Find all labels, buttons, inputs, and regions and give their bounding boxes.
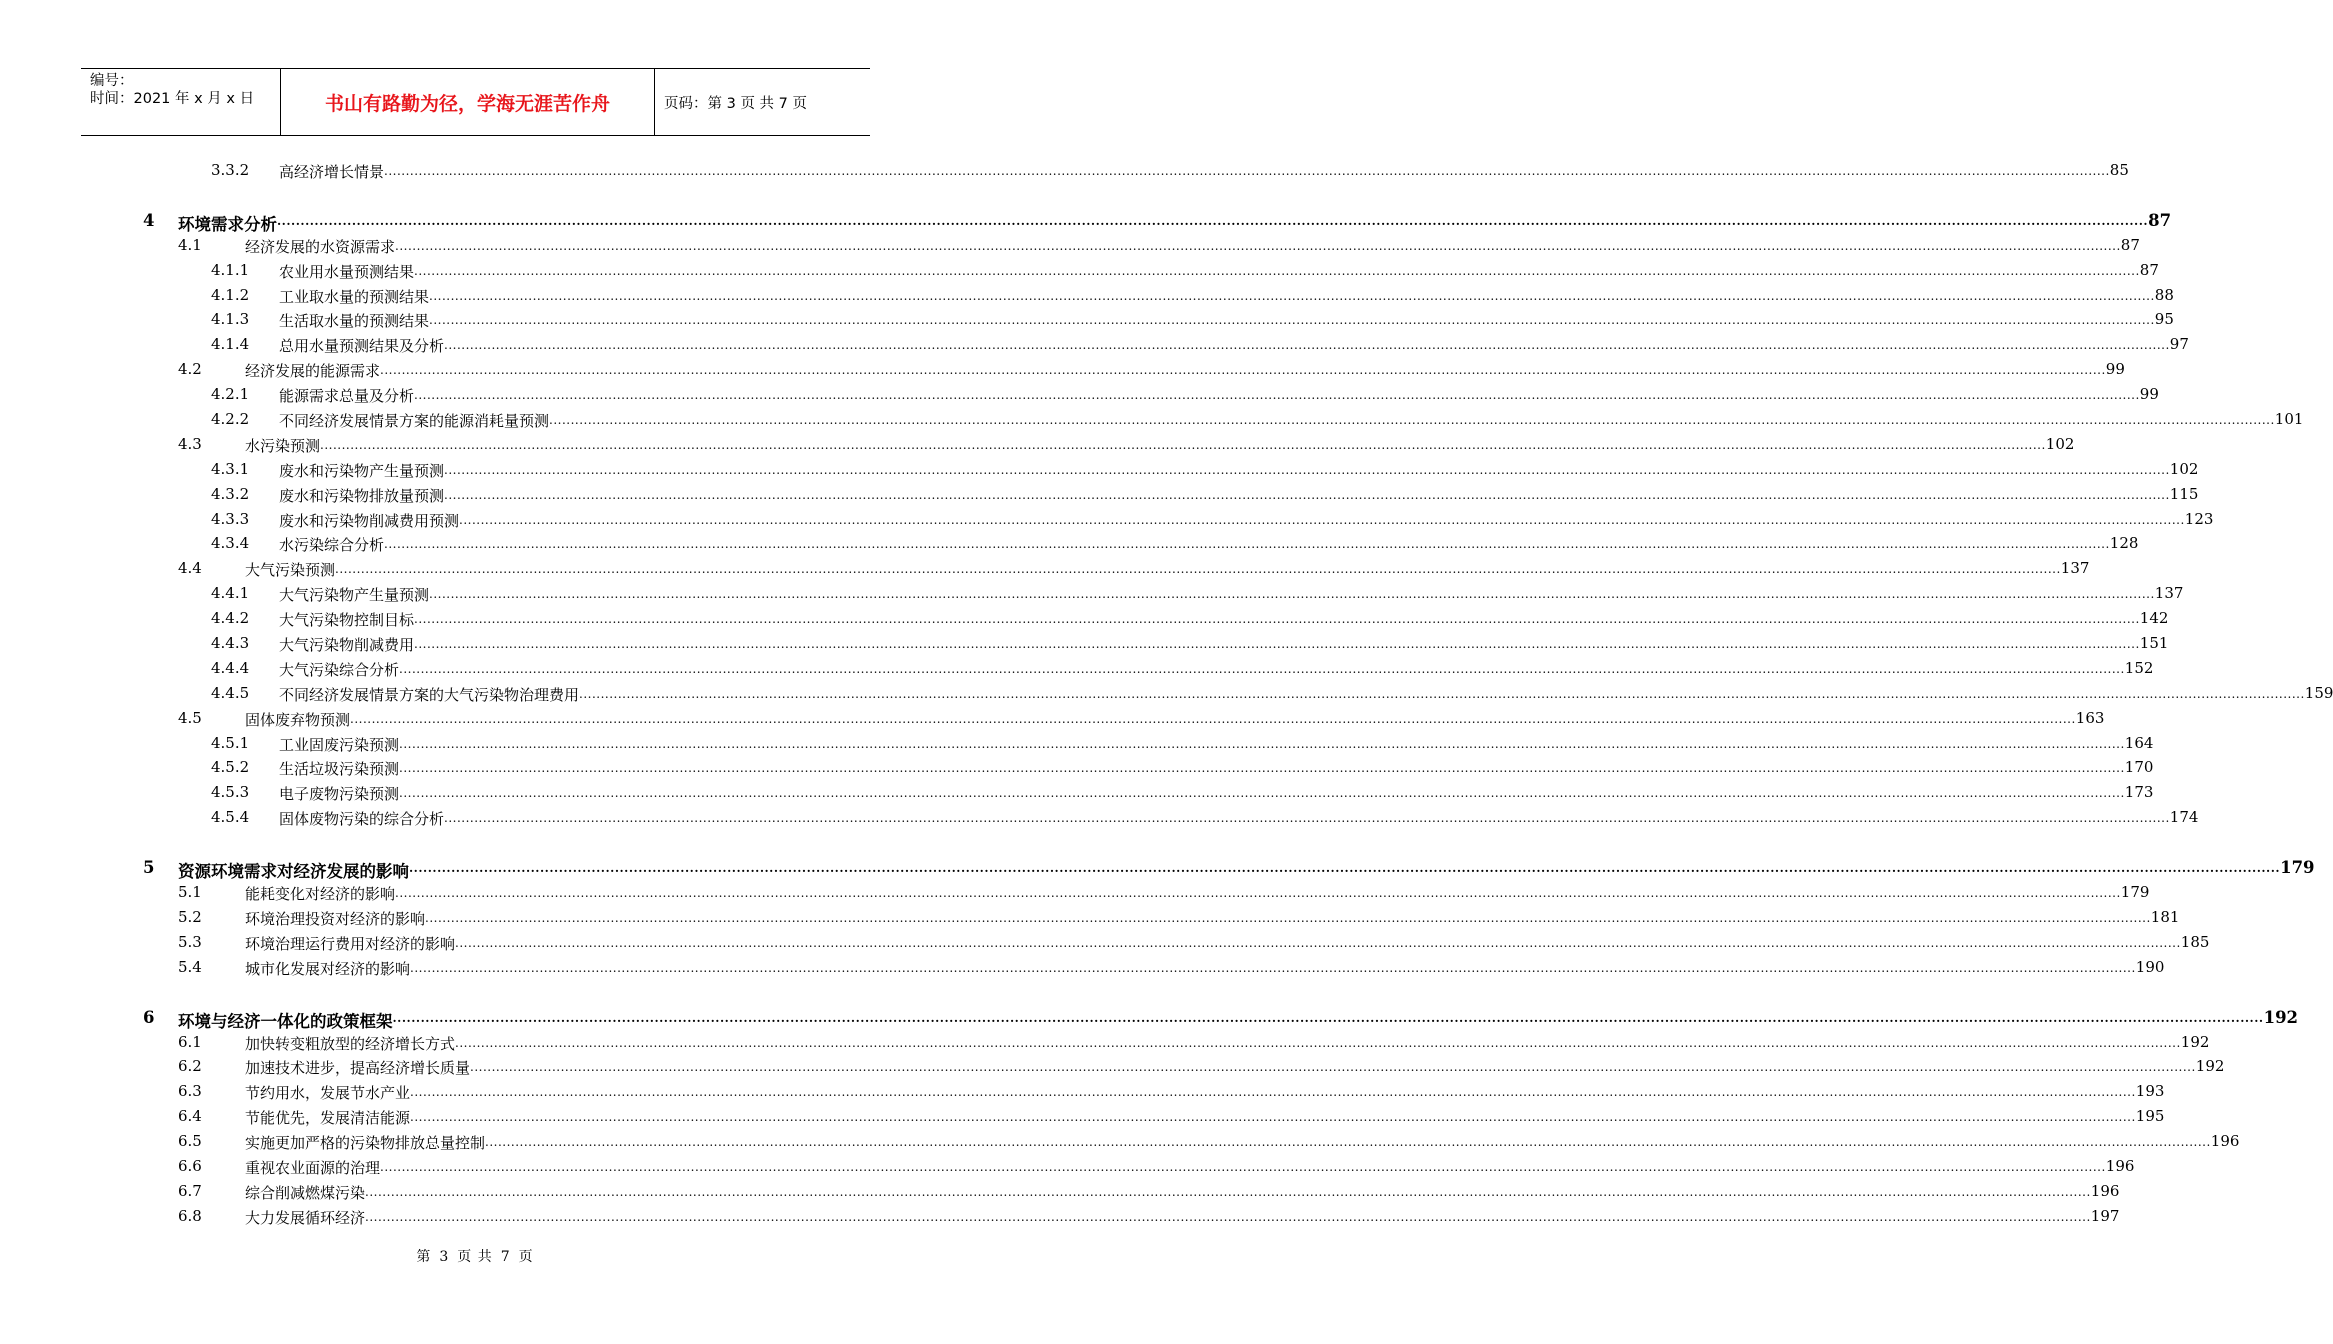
toc-entry-line xyxy=(279,783,2154,804)
toc-entry-page: 95 xyxy=(2154,310,2174,329)
toc-leader-dots: ................................................................................................................................................................................................................................................................................................................................................................................................................ xyxy=(409,861,2281,876)
toc-entry-title: 城市化发展对经济的影响 xyxy=(245,959,411,978)
toc-entry-title: 生活取水量的预测结果 xyxy=(279,312,430,331)
toc-entry-page: 88 xyxy=(2154,285,2174,304)
toc-leader-dots: ................................................................................................................................................................................................................................................................................................................................................................................................................ xyxy=(485,1135,2211,1150)
toc-entry[interactable] xyxy=(0,681,2333,706)
toc-leader-dots: ................................................................................................................................................................................................................................................................................................................................................................................................................ xyxy=(459,512,2185,527)
toc-entry[interactable] xyxy=(0,457,2199,482)
toc-entry-page: 137 xyxy=(2154,584,2184,603)
toc-entry-title: 重视农业面源的治理 xyxy=(245,1158,381,1177)
toc-entry[interactable] xyxy=(0,208,2172,234)
toc-entry-page: 173 xyxy=(2124,783,2154,802)
toc-leader-dots: ................................................................................................................................................................................................................................................................................................................................................................................................................ xyxy=(399,786,2125,801)
toc-entry-line xyxy=(178,1007,2299,1032)
toc-entry-number: 4.4.5 xyxy=(211,683,250,702)
toc-entry-page: 101 xyxy=(2274,410,2304,429)
toc-leader-dots: ................................................................................................................................................................................................................................................................................................................................................................................................................ xyxy=(455,1035,2181,1050)
toc-entry-line xyxy=(245,434,2075,456)
table-of-contents xyxy=(0,158,2333,1229)
toc-entry-number: 3.3.2 xyxy=(211,161,250,179)
toc-entry-line xyxy=(279,161,2129,182)
toc-entry-line xyxy=(245,1032,2210,1054)
toc-entry-number: 4.2.1 xyxy=(211,385,250,404)
toc-leader-dots: ................................................................................................................................................................................................................................................................................................................................................................................................................ xyxy=(320,437,2046,452)
toc-entry-page: 196 xyxy=(2210,1132,2240,1151)
toc-entry-line xyxy=(279,310,2174,331)
toc-entry-page: 87 xyxy=(2139,260,2159,279)
toc-leader-dots: ................................................................................................................................................................................................................................................................................................................................................................................................................ xyxy=(395,886,2121,901)
toc-entry[interactable] xyxy=(0,1030,2210,1055)
toc-entry-title: 生活垃圾污染预测 xyxy=(279,760,400,779)
toc-entry-page: 193 xyxy=(2135,1082,2165,1101)
toc-entry-page: 179 xyxy=(2280,858,2315,878)
footer-page: 3 xyxy=(439,1249,450,1265)
toc-entry-number: 4 xyxy=(143,210,155,230)
toc-leader-dots: ................................................................................................................................................................................................................................................................................................................................................................................................................ xyxy=(429,288,2155,303)
toc-entry-title: 综合削减燃煤污染 xyxy=(245,1183,366,1202)
toc-entry-page: 192 xyxy=(2180,1032,2210,1051)
toc-leader-dots: ................................................................................................................................................................................................................................................................................................................................................................................................................ xyxy=(444,487,2170,502)
toc-entry-line xyxy=(279,733,2154,755)
toc-entry-number: 4.5.3 xyxy=(211,783,250,802)
toc-entry-page: 174 xyxy=(2169,808,2199,827)
toc-entry-line xyxy=(279,385,2159,406)
toc-entry-page: 142 xyxy=(2139,609,2169,628)
toc-entry-title: 不同经济发展情景方案的能源消耗量预测 xyxy=(279,412,550,431)
toc-entry[interactable] xyxy=(0,1204,2120,1229)
toc-entry-title: 经济发展的能源需求 xyxy=(245,362,381,381)
toc-entry[interactable] xyxy=(0,606,2169,631)
toc-entry[interactable] xyxy=(0,556,2090,581)
toc-entry-title: 能耗变化对经济的影响 xyxy=(245,885,396,904)
footer-prefix: 第 xyxy=(416,1249,432,1265)
toc-entry[interactable] xyxy=(0,805,2199,830)
toc-entry-line xyxy=(245,708,2105,730)
toc-entry[interactable] xyxy=(0,631,2169,656)
toc-entry-page: 196 xyxy=(2105,1156,2135,1175)
toc-entry-title: 固体废物污染的综合分析 xyxy=(279,810,445,829)
toc-entry-title: 废水和污染物排放量预测 xyxy=(279,486,445,505)
toc-leader-dots: ................................................................................................................................................................................................................................................................................................................................................................................................................ xyxy=(444,338,2170,353)
toc-entry[interactable] xyxy=(0,1179,2120,1204)
toc-entry-title: 大气污染物控制目标 xyxy=(279,611,415,630)
toc-entry-number: 6.8 xyxy=(178,1206,202,1225)
toc-entry-line xyxy=(245,1107,2165,1128)
toc-entry-page: 85 xyxy=(2109,161,2129,179)
toc-entry-number: 4.5.4 xyxy=(211,808,250,827)
toc-entry-title: 资源环境需求对经济发展的影响 xyxy=(178,862,409,882)
toc-entry-line xyxy=(245,1132,2240,1153)
toc-entry-title: 电子废物污染预测 xyxy=(279,785,400,804)
toc-entry-line xyxy=(279,410,2304,431)
toc-entry-number: 6.1 xyxy=(178,1032,202,1051)
toc-leader-dots: ................................................................................................................................................................................................................................................................................................................................................................................................................ xyxy=(444,462,2170,477)
toc-entry-line xyxy=(245,1082,2165,1103)
toc-leader-dots: ................................................................................................................................................................................................................................................................................................................................................................................................................ xyxy=(429,313,2155,328)
toc-entry-number: 6.6 xyxy=(178,1156,202,1175)
toc-leader-dots: ................................................................................................................................................................................................................................................................................................................................................................................................................ xyxy=(384,164,2110,178)
toc-leader-dots: ................................................................................................................................................................................................................................................................................................................................................................................................................ xyxy=(384,537,2110,552)
toc-entry[interactable] xyxy=(0,731,2154,756)
toc-entry-title: 工业固废污染预测 xyxy=(279,735,400,754)
toc-entry-title: 环境治理运行费用对经济的影响 xyxy=(245,934,456,953)
toc-entry-line xyxy=(279,808,2199,829)
toc-entry-line xyxy=(279,335,2189,356)
toc-entry-page: 159 xyxy=(2304,683,2333,702)
toc-leader-dots: ................................................................................................................................................................................................................................................................................................................................................................................................................ xyxy=(365,1184,2091,1199)
page-header xyxy=(81,68,870,136)
toc-entry[interactable] xyxy=(0,955,2165,980)
toc-entry[interactable] xyxy=(0,307,2174,332)
toc-entry-title: 实施更加严格的污染物排放总量控制 xyxy=(245,1134,486,1153)
toc-entry[interactable] xyxy=(0,855,2315,882)
toc-entry-line xyxy=(245,907,2180,929)
toc-leader-dots: ................................................................................................................................................................................................................................................................................................................................................................................................................ xyxy=(392,1010,2264,1025)
toc-entry-line xyxy=(178,858,2315,882)
toc-entry-number: 4.2 xyxy=(178,360,202,379)
toc-entry-page: 115 xyxy=(2169,484,2199,503)
toc-entry[interactable] xyxy=(0,706,2105,731)
toc-entry-line xyxy=(245,1057,2225,1078)
toc-entry-page: 87 xyxy=(2148,210,2172,230)
toc-entry-page: 181 xyxy=(2150,907,2180,926)
header-meta xyxy=(81,69,281,135)
toc-entry-number: 4.1.2 xyxy=(211,285,250,304)
header-number-label: 编号： xyxy=(90,73,134,89)
toc-entry[interactable] xyxy=(0,283,2174,308)
toc-entry-number: 4.2.2 xyxy=(211,410,250,429)
toc-entry-page: 192 xyxy=(2263,1007,2299,1027)
toc-entry-number: 6.2 xyxy=(178,1057,202,1076)
toc-spacer xyxy=(0,183,950,208)
toc-leader-dots: ................................................................................................................................................................................................................................................................................................................................................................................................................ xyxy=(410,1110,2136,1125)
toc-entry-page: 164 xyxy=(2124,733,2154,752)
toc-entry-page: 123 xyxy=(2184,509,2214,528)
toc-entry-number: 5.1 xyxy=(178,883,202,902)
toc-entry-number: 4.3.3 xyxy=(211,509,250,528)
toc-entry-number: 4.3 xyxy=(178,434,202,453)
toc-entry-page: 195 xyxy=(2135,1107,2165,1126)
toc-entry-title: 固体废弃物预测 xyxy=(245,710,351,729)
toc-leader-dots: ................................................................................................................................................................................................................................................................................................................................................................................................................ xyxy=(380,1159,2106,1174)
toc-entry-line xyxy=(279,484,2199,506)
toc-entry-line xyxy=(279,260,2159,282)
toc-entry-number: 6.7 xyxy=(178,1181,202,1200)
toc-leader-dots: ................................................................................................................................................................................................................................................................................................................................................................................................................ xyxy=(414,637,2140,652)
toc-entry-title: 能源需求总量及分析 xyxy=(279,387,415,406)
toc-entry-page: 185 xyxy=(2180,932,2210,951)
toc-leader-dots: ................................................................................................................................................................................................................................................................................................................................................................................................................ xyxy=(414,388,2140,403)
toc-entry[interactable] xyxy=(0,1054,2225,1079)
toc-entry[interactable] xyxy=(0,432,2075,457)
toc-entry[interactable] xyxy=(0,1104,2165,1129)
toc-entry-page: 152 xyxy=(2124,658,2154,677)
toc-entry[interactable] xyxy=(0,656,2154,681)
toc-entry-title: 水污染综合分析 xyxy=(279,536,385,555)
toc-entry[interactable] xyxy=(0,1154,2135,1179)
toc-entry-line xyxy=(279,285,2174,307)
toc-entry-title: 总用水量预测结果及分析 xyxy=(279,337,445,356)
toc-entry[interactable] xyxy=(0,531,2139,556)
toc-entry[interactable] xyxy=(0,930,2210,955)
toc-entry-number: 4.5.1 xyxy=(211,733,250,752)
toc-entry[interactable] xyxy=(0,507,2214,532)
toc-entry-number: 4.5.2 xyxy=(211,758,250,777)
toc-leader-dots: ................................................................................................................................................................................................................................................................................................................................................................................................................ xyxy=(549,413,2275,428)
toc-entry-number: 4.1.1 xyxy=(211,260,250,279)
toc-entry-title: 环境与经济一体化的政策框架 xyxy=(178,1011,393,1031)
toc-entry[interactable] xyxy=(0,332,2189,357)
toc-entry[interactable] xyxy=(0,581,2184,606)
toc-leader-dots: ................................................................................................................................................................................................................................................................................................................................................................................................................ xyxy=(470,1060,2196,1075)
toc-entry-page: 97 xyxy=(2169,335,2189,354)
toc-entry-title: 废水和污染物削减费用预测 xyxy=(279,511,460,530)
toc-leader-dots: ................................................................................................................................................................................................................................................................................................................................................................................................................ xyxy=(414,263,2140,278)
toc-entry-title: 加速技术进步，提高经济增长质量 xyxy=(245,1059,471,1078)
toc-leader-dots: ................................................................................................................................................................................................................................................................................................................................................................................................................ xyxy=(414,612,2140,627)
toc-entry[interactable] xyxy=(0,258,2159,283)
toc-entry-number: 4.1.4 xyxy=(211,335,250,354)
toc-leader-dots: ................................................................................................................................................................................................................................................................................................................................................................................................................ xyxy=(455,935,2181,950)
toc-entry-number: 6.3 xyxy=(178,1082,202,1101)
toc-entry-line xyxy=(279,634,2169,655)
toc-entry-page: 87 xyxy=(2120,235,2140,254)
toc-entry-number: 4.4.4 xyxy=(211,658,250,677)
toc-entry[interactable] xyxy=(0,780,2154,805)
header-motto: 书山有路勤为径，学海无涯苦作舟 xyxy=(281,69,655,135)
toc-entry-number: 6.4 xyxy=(178,1107,202,1126)
toc-entry-title: 加快转变粗放型的经济增长方式 xyxy=(245,1034,456,1053)
toc-entry-title: 大气污染预测 xyxy=(245,561,336,580)
toc-entry[interactable] xyxy=(0,880,2150,905)
toc-entry-number: 5.2 xyxy=(178,907,202,926)
toc-entry-title: 不同经济发展情景方案的大气污染物治理费用 xyxy=(279,685,580,704)
toc-entry-page: 179 xyxy=(2120,883,2150,902)
page-footer xyxy=(0,1246,950,1266)
toc-entry-page: 170 xyxy=(2124,758,2154,777)
toc-entry-number: 4.1 xyxy=(178,235,202,254)
toc-entry-line xyxy=(279,609,2169,630)
toc-leader-dots: ................................................................................................................................................................................................................................................................................................................................................................................................................ xyxy=(380,363,2106,378)
toc-entry-line xyxy=(245,235,2140,257)
toc-leader-dots: ................................................................................................................................................................................................................................................................................................................................................................................................................ xyxy=(395,238,2121,253)
header-page-info: 页码：第 3 页 共 7 页 xyxy=(664,95,807,112)
toc-leader-dots: ................................................................................................................................................................................................................................................................................................................................................................................................................ xyxy=(350,711,2076,726)
toc-entry-page: 163 xyxy=(2075,708,2105,727)
toc-entry[interactable] xyxy=(0,905,2180,930)
toc-leader-dots: ................................................................................................................................................................................................................................................................................................................................................................................................................ xyxy=(579,686,2305,701)
toc-entry-page: 190 xyxy=(2135,957,2165,976)
toc-leader-dots: ................................................................................................................................................................................................................................................................................................................................................................................................................ xyxy=(399,736,2125,751)
toc-entry-line xyxy=(245,932,2210,954)
toc-entry-number: 5 xyxy=(143,858,155,878)
toc-entry-title: 水污染预测 xyxy=(245,436,321,455)
toc-entry-line xyxy=(245,1156,2135,1178)
toc-entry-page: 192 xyxy=(2195,1057,2225,1076)
toc-entry-title: 节能优先，发展清洁能源 xyxy=(245,1109,411,1128)
toc-entry-page: 196 xyxy=(2090,1181,2120,1200)
toc-entry-number: 4.1.3 xyxy=(211,310,250,329)
toc-entry-line xyxy=(245,1206,2120,1228)
toc-entry-page: 99 xyxy=(2105,360,2125,379)
toc-entry[interactable] xyxy=(0,407,2304,432)
toc-entry[interactable] xyxy=(0,755,2154,780)
toc-entry-number: 5.3 xyxy=(178,932,202,951)
toc-spacer xyxy=(0,830,950,855)
toc-entry-line xyxy=(279,683,2333,705)
toc-entry[interactable] xyxy=(0,357,2125,382)
toc-entry-number: 4.3.2 xyxy=(211,484,250,503)
toc-entry-title: 工业取水量的预测结果 xyxy=(279,287,430,306)
toc-leader-dots: ................................................................................................................................................................................................................................................................................................................................................................................................................ xyxy=(410,1085,2136,1100)
toc-entry[interactable] xyxy=(0,1129,2240,1154)
toc-entry-title: 环境治理投资对经济的影响 xyxy=(245,909,426,928)
toc-entry-number: 4.5 xyxy=(178,708,202,727)
toc-spacer xyxy=(0,980,950,1005)
toc-entry-number: 4.4 xyxy=(178,559,202,578)
toc-leader-dots: ................................................................................................................................................................................................................................................................................................................................................................................................................ xyxy=(444,811,2170,826)
toc-entry-number: 6 xyxy=(143,1007,155,1027)
footer-mid: 页 共 xyxy=(457,1249,493,1265)
toc-entry-title: 农业用水量预测结果 xyxy=(279,262,415,281)
toc-entry[interactable] xyxy=(0,233,2140,258)
toc-entry[interactable] xyxy=(0,482,2199,507)
toc-entry-page: 137 xyxy=(2060,559,2090,578)
toc-leader-dots: ................................................................................................................................................................................................................................................................................................................................................................................................................ xyxy=(399,761,2125,776)
header-time-label: 时间：2021 年 x 月 x 日 xyxy=(90,91,255,107)
toc-entry-page: 128 xyxy=(2109,534,2139,553)
toc-entry-number: 4.4.1 xyxy=(211,584,250,603)
toc-entry-number: 5.4 xyxy=(178,957,202,976)
toc-entry-page: 151 xyxy=(2139,634,2169,653)
toc-leader-dots: ................................................................................................................................................................................................................................................................................................................................................................................................................ xyxy=(410,960,2136,975)
toc-leader-dots: ................................................................................................................................................................................................................................................................................................................................................................................................................ xyxy=(399,661,2125,676)
toc-entry-title: 经济发展的水资源需求 xyxy=(245,237,396,256)
toc-entry-title: 高经济增长情景 xyxy=(279,163,385,181)
toc-leader-dots: ................................................................................................................................................................................................................................................................................................................................................................................................................ xyxy=(335,562,2061,577)
toc-entry-number: 4.3.1 xyxy=(211,459,250,478)
toc-entry-title: 大气污染综合分析 xyxy=(279,660,400,679)
footer-suffix: 页 xyxy=(518,1249,534,1265)
toc-entry-title: 环境需求分析 xyxy=(178,214,277,234)
toc-entry-page: 197 xyxy=(2090,1206,2120,1225)
toc-entry-title: 废水和污染物产生量预测 xyxy=(279,461,445,480)
toc-entry[interactable] xyxy=(0,1079,2165,1104)
toc-entry-line xyxy=(279,584,2184,605)
toc-leader-dots: ................................................................................................................................................................................................................................................................................................................................................................................................................ xyxy=(425,910,2151,925)
toc-entry-number: 6.5 xyxy=(178,1132,202,1151)
toc-entry-title: 大气污染物产生量预测 xyxy=(279,586,430,605)
toc-entry-line xyxy=(279,459,2199,481)
toc-leader-dots: ................................................................................................................................................................................................................................................................................................................................................................................................................ xyxy=(277,213,2149,228)
toc-entry-line xyxy=(245,957,2165,979)
toc-entry-line xyxy=(245,559,2090,580)
toc-entry-page: 102 xyxy=(2045,434,2075,453)
toc-entry-title: 大气污染物削减费用 xyxy=(279,636,415,655)
toc-entry[interactable] xyxy=(0,1005,2299,1031)
toc-entry-title: 节约用水，发展节水产业 xyxy=(245,1084,411,1103)
toc-entry-line xyxy=(245,1181,2120,1203)
toc-entry-line xyxy=(279,758,2154,779)
toc-leader-dots: ................................................................................................................................................................................................................................................................................................................................................................................................................ xyxy=(429,587,2155,602)
toc-entry-line xyxy=(279,509,2214,531)
toc-entry[interactable] xyxy=(0,382,2159,407)
toc-entry-line xyxy=(245,883,2150,904)
toc-entry[interactable] xyxy=(0,158,2129,183)
toc-entry-number: 4.4.3 xyxy=(211,634,250,653)
toc-entry-number: 4.3.4 xyxy=(211,534,250,553)
toc-entry-line xyxy=(245,360,2125,381)
toc-entry-number: 4.4.2 xyxy=(211,609,250,628)
toc-entry-line xyxy=(178,210,2172,235)
toc-entry-page: 99 xyxy=(2139,385,2159,404)
toc-leader-dots: ................................................................................................................................................................................................................................................................................................................................................................................................................ xyxy=(365,1209,2091,1224)
toc-entry-title: 大力发展循环经济 xyxy=(245,1208,366,1227)
toc-entry-line xyxy=(279,658,2154,680)
footer-total: 7 xyxy=(500,1249,511,1265)
toc-entry-line xyxy=(279,534,2139,555)
toc-entry-page: 102 xyxy=(2169,459,2199,478)
